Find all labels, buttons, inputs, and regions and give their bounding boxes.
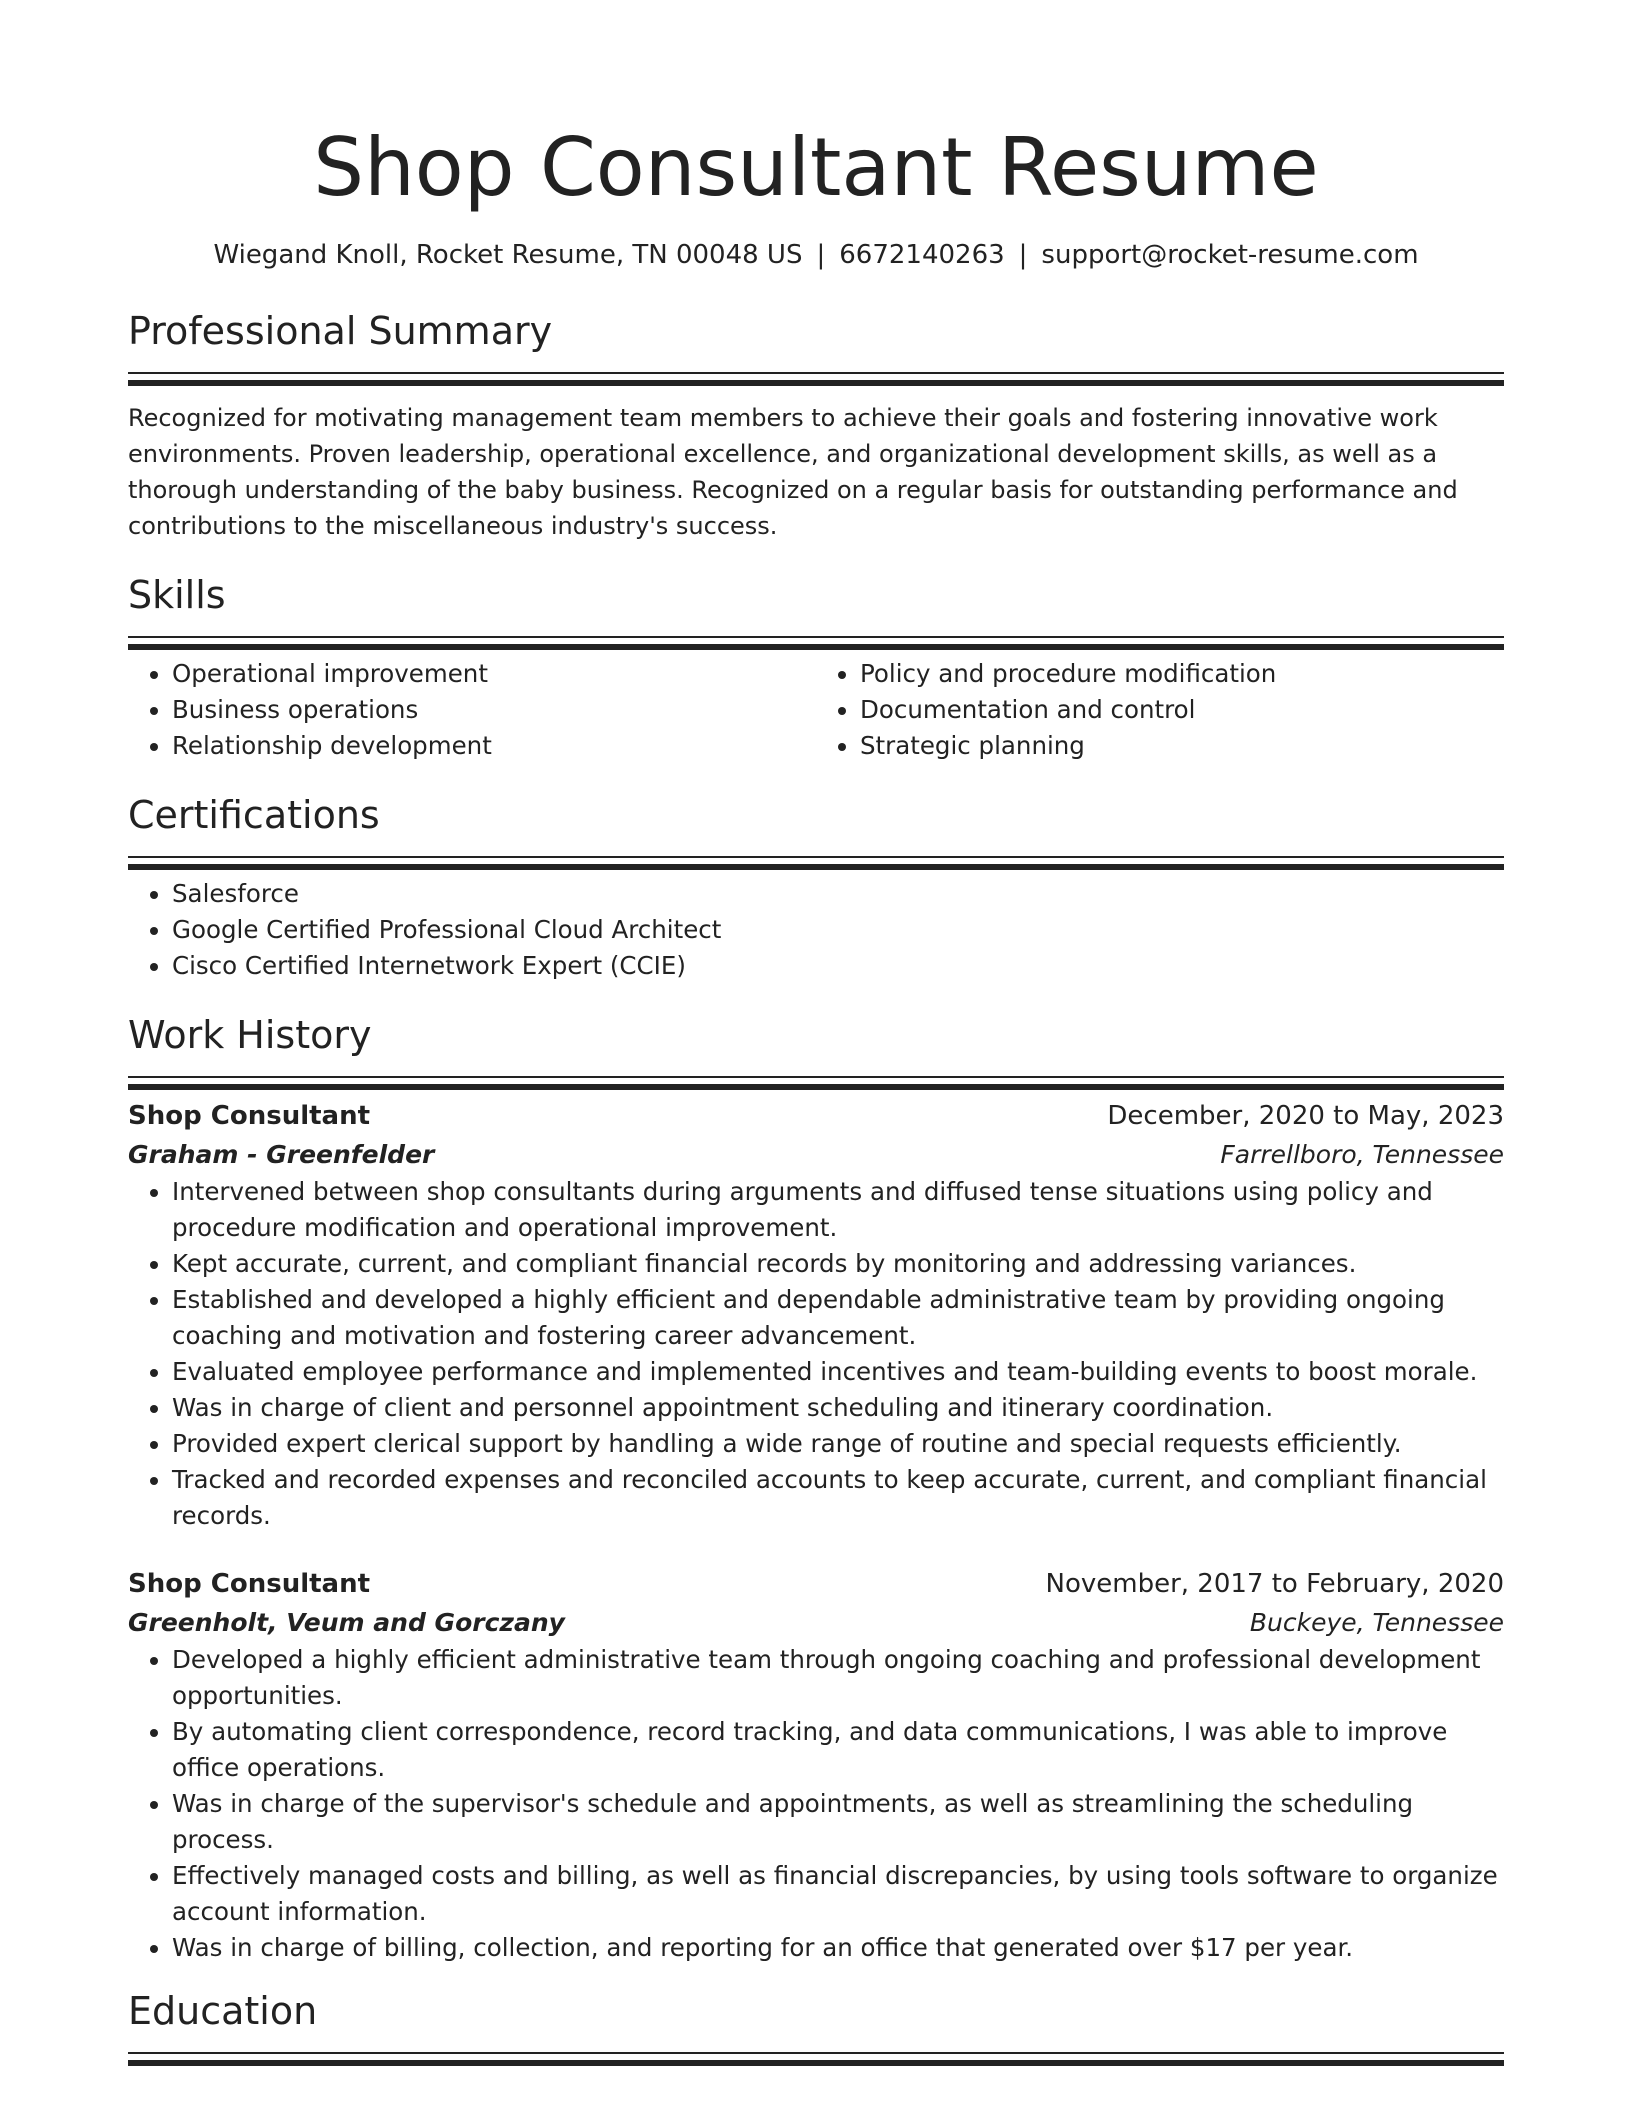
job-bullets xyxy=(128,1174,1504,1534)
work-history-section xyxy=(128,1010,1504,1966)
job-dates: November, 2017 to February, 2020 xyxy=(1045,1569,1504,1599)
job-bullet: • Intervened between shop consultants during arguments and diffused tense situations using policy and procedure modification and operational improvement. xyxy=(172,1174,1504,1246)
skills-list-right xyxy=(816,656,1504,764)
job-company: Graham - Greenfelder xyxy=(128,1140,435,1169)
skills-heading: Skills xyxy=(128,573,226,617)
section-divider xyxy=(128,1076,1504,1078)
skills-list-left xyxy=(128,656,816,764)
job-bullet: • Provided expert clerical support by handling a wide range of routine and special requests efficiently. xyxy=(172,1426,1504,1462)
job-header xyxy=(128,1096,1504,1136)
contact-phone: 6672140263 xyxy=(839,240,1005,270)
contact-email: support@rocket-resume.com xyxy=(1041,240,1419,270)
job-subheader xyxy=(128,1604,1504,1642)
job-bullet: • Was in charge of billing, collection, and reporting for an office that generated over $17 per year. xyxy=(172,1930,1504,1966)
skills-section xyxy=(128,570,1504,764)
job-bullet: • Effectively managed costs and billing, as well as financial discrepancies, by using tools software to organize account information. xyxy=(172,1858,1504,1930)
education-heading: Education xyxy=(128,1989,318,2033)
summary-text: Recognized for motivating management team members to achieve their goals and fostering innovative work environments. Proven leadership, operational excellence, and organizational development skills, as well as a thorough understanding of the baby business. Recognized on a regular basis for outstanding performance and contributions to the miscellaneous industry's success. xyxy=(128,404,1458,540)
job-bullet: • Established and developed a highly efficient and dependable administrative team by providing ongoing coaching and motivation and fostering career advancement. xyxy=(172,1282,1504,1354)
certifications-list xyxy=(128,876,1504,984)
job-bullet: • Tracked and recorded expenses and reconciled accounts to keep accurate, current, and compliant financial records. xyxy=(172,1462,1504,1534)
skill-item: • Business operations xyxy=(172,692,816,728)
job-dates: December, 2020 to May, 2023 xyxy=(1107,1101,1504,1131)
skills-grid xyxy=(128,656,1504,764)
summary-section xyxy=(128,306,1504,544)
contact-line xyxy=(128,238,1504,272)
section-divider xyxy=(128,2052,1504,2054)
job-bullet: • Kept accurate, current, and compliant financial records by monitoring and addressing variances. xyxy=(172,1246,1504,1282)
certification-item: • Cisco Certified Internetwork Expert (CCIE) xyxy=(172,948,1504,984)
job-bullet: • Was in charge of the supervisor's schedule and appointments, as well as streamlining the scheduling process. xyxy=(172,1786,1504,1858)
job-bullet: • Evaluated employee performance and implemented incentives and team-building events to boost morale. xyxy=(172,1354,1504,1390)
job-location: Farrellboro, Tennessee xyxy=(1220,1140,1504,1169)
skill-item: • Strategic planning xyxy=(860,728,1504,764)
job-bullets xyxy=(128,1642,1504,1966)
job-location: Buckeye, Tennessee xyxy=(1249,1608,1504,1637)
skill-item: • Policy and procedure modification xyxy=(860,656,1504,692)
job-subheader xyxy=(128,1136,1504,1174)
certifications-section xyxy=(128,790,1504,984)
contact-separator: | xyxy=(816,240,826,270)
job-bullet: • By automating client correspondence, record tracking, and data communications, I was able to improve office operations. xyxy=(172,1714,1504,1786)
job-bullet: • Developed a highly efficient administrative team through ongoing coaching and professional development opportunities. xyxy=(172,1642,1504,1714)
job-title: Shop Consultant xyxy=(128,1101,371,1131)
summary-heading: Professional Summary xyxy=(128,309,553,353)
job-entry xyxy=(128,1096,1504,1534)
job-company: Greenholt, Veum and Gorczany xyxy=(128,1608,565,1637)
certification-item: • Google Certified Professional Cloud Architect xyxy=(172,912,1504,948)
certifications-heading: Certifications xyxy=(128,793,380,837)
education-section xyxy=(128,1986,1504,2054)
section-divider xyxy=(128,856,1504,858)
skill-item: • Relationship development xyxy=(172,728,816,764)
job-header xyxy=(128,1564,1504,1604)
page-title: Shop Consultant Resume xyxy=(313,121,1319,214)
work-history-heading: Work History xyxy=(128,1013,372,1057)
skill-item: • Operational improvement xyxy=(172,656,816,692)
contact-separator: | xyxy=(1018,240,1028,270)
job-bullet: • Was in charge of client and personnel appointment scheduling and itinerary coordination. xyxy=(172,1390,1504,1426)
job-title: Shop Consultant xyxy=(128,1569,371,1599)
contact-address: Wiegand Knoll, Rocket Resume, TN 00048 US xyxy=(213,240,803,270)
section-divider xyxy=(128,636,1504,638)
section-divider xyxy=(128,372,1504,374)
certification-item: • Salesforce xyxy=(172,876,1504,912)
job-entry xyxy=(128,1564,1504,1966)
skill-item: • Documentation and control xyxy=(860,692,1504,728)
